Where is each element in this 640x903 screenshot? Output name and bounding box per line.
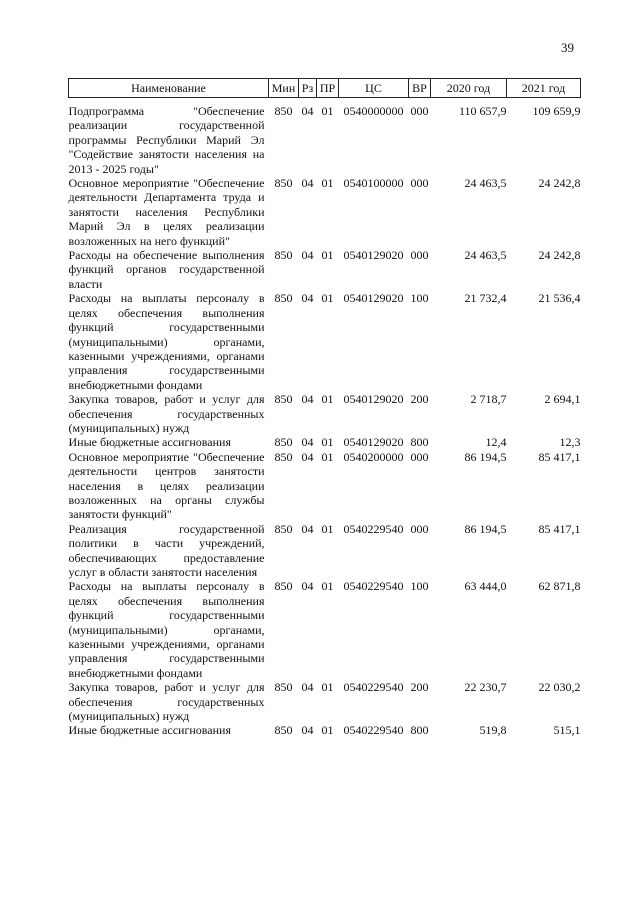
cell-min: 850 [274, 392, 293, 407]
cell-rz: 04 [301, 521, 314, 536]
header-2021: 2021 год [507, 79, 581, 98]
cell-vr: 800 [410, 723, 429, 738]
cell-2021: 62 871,8 [538, 579, 581, 594]
cell-cs: 0540229540 [343, 680, 404, 695]
header-pr: ПР [317, 79, 339, 98]
cell-rz: 04 [301, 449, 314, 464]
cell-rz: 04 [301, 680, 314, 695]
cell-name: Расходы на выплаты персоналу в целях обеспечения выполнения функций государственными (муниципальными) органами, казенными учреждениями, органами управления государственными внебюджетными фондами [68, 291, 265, 392]
table-row [69, 435, 581, 449]
cell-2021: 2 694,1 [544, 392, 581, 407]
header-min: Мин [269, 79, 299, 98]
cell-cs: 0540129020 [343, 392, 404, 407]
cell-cs: 0540129020 [343, 248, 404, 263]
cell-name: Основное мероприятие "Обеспечение деятельности центров занятости населения в целях реализации возложенных на органы службы занятости функций" [68, 449, 265, 522]
cell-rz: 04 [301, 104, 314, 118]
cell-2021: 85 417,1 [538, 521, 581, 536]
cell-pr: 01 [321, 176, 334, 191]
cell-2021: 515,1 [553, 723, 581, 738]
table-row [69, 522, 581, 580]
table-row [69, 98, 581, 177]
cell-2020: 12,4 [485, 435, 507, 450]
cell-2020: 24 463,5 [464, 176, 507, 191]
cell-name: Закупка товаров, работ и услуг для обеспечения государственных (муниципальных) нужд [68, 392, 265, 435]
cell-vr: 100 [410, 579, 429, 594]
cell-vr: 800 [410, 435, 429, 450]
table-row [69, 680, 581, 723]
cell-min: 850 [274, 176, 293, 191]
cell-pr: 01 [321, 579, 334, 594]
cell-2020: 110 657,9 [458, 104, 507, 118]
header-2020: 2020 год [431, 79, 507, 98]
table-row [69, 579, 581, 680]
cell-pr: 01 [321, 449, 334, 464]
table-row [69, 723, 581, 737]
header-vr: ВР [409, 79, 431, 98]
cell-rz: 04 [301, 176, 314, 191]
cell-min: 850 [274, 579, 293, 594]
cell-vr: 100 [410, 291, 429, 306]
cell-2020: 2 718,7 [470, 392, 507, 407]
cell-vr: 000 [410, 104, 429, 118]
cell-rz: 04 [301, 579, 314, 594]
cell-pr: 01 [321, 521, 334, 536]
cell-2021: 21 536,4 [538, 291, 581, 306]
cell-name: Расходы на обеспечение выполнения функций органов государственной власти [68, 248, 265, 291]
cell-name: Подпрограмма "Обеспечение реализации государственной программы Республики Марий Эл "Содействие занятости населения на 2013 - 2025 годы" [68, 104, 265, 176]
cell-min: 850 [274, 248, 293, 263]
cell-cs: 0540129020 [343, 291, 404, 306]
cell-min: 850 [274, 723, 293, 738]
cell-rz: 04 [301, 291, 314, 306]
cell-pr: 01 [321, 291, 334, 306]
page-number: 39 [561, 40, 574, 55]
cell-rz: 04 [301, 392, 314, 407]
header-rz: Рз [299, 79, 317, 98]
cell-2020: 22 230,7 [464, 680, 507, 695]
cell-2021: 22 030,2 [538, 680, 581, 695]
cell-name: Закупка товаров, работ и услуг для обеспечения государственных (муниципальных) нужд [68, 680, 265, 724]
header-cs: ЦС [339, 79, 409, 98]
table-row [69, 450, 581, 522]
budget-table [68, 78, 581, 738]
cell-2021: 24 242,8 [538, 176, 581, 191]
cell-name: Расходы на выплаты персоналу в целях обеспечения выполнения функций государственными (муниципальными) органами, казенными учреждениями, органами управления государственными внебюджетными фондами [68, 579, 265, 680]
cell-pr: 01 [321, 104, 334, 118]
table-row [69, 291, 581, 392]
cell-pr: 01 [321, 248, 334, 263]
header-name: Наименование [69, 79, 269, 98]
cell-vr: 200 [410, 392, 429, 407]
table-header-row [69, 79, 581, 98]
table-row [69, 176, 581, 248]
cell-pr: 01 [321, 392, 334, 407]
cell-pr: 01 [321, 723, 334, 738]
cell-rz: 04 [301, 435, 314, 450]
cell-name: Иные бюджетные ассигнования [68, 435, 231, 450]
cell-pr: 01 [321, 680, 334, 695]
cell-cs: 0540000000 [343, 104, 404, 118]
cell-2020: 24 463,5 [464, 248, 507, 263]
cell-vr: 000 [410, 248, 429, 263]
cell-2020: 21 732,4 [464, 291, 507, 306]
cell-name: Основное мероприятие "Обеспечение деятельности Департамента труда и занятости населения Республики Марий Эл в целях реализации возложенных на него функций" [68, 176, 265, 248]
cell-cs: 0540100000 [343, 176, 404, 191]
cell-rz: 04 [301, 723, 314, 738]
cell-cs: 0540229540 [343, 521, 404, 536]
cell-vr: 000 [410, 176, 429, 191]
cell-min: 850 [274, 435, 293, 450]
cell-name: Реализация государственной политики в части учреждений, обеспечивающих предоставление услуг в области занятости населения [68, 521, 265, 579]
cell-2020: 519,8 [479, 723, 507, 738]
table-row [69, 392, 581, 435]
cell-pr: 01 [321, 435, 334, 450]
cell-cs: 0540200000 [343, 449, 404, 464]
cell-cs: 0540129020 [343, 435, 404, 450]
cell-2021: 12,3 [559, 435, 581, 450]
cell-cs: 0540229540 [343, 579, 404, 594]
table-body [69, 98, 581, 738]
cell-2021: 85 417,1 [538, 449, 581, 464]
table-row [69, 248, 581, 291]
cell-min: 850 [274, 521, 293, 536]
cell-vr: 200 [410, 680, 429, 695]
cell-2020: 86 194,5 [464, 449, 507, 464]
cell-vr: 000 [410, 521, 429, 536]
cell-cs: 0540229540 [343, 723, 404, 738]
cell-2020: 86 194,5 [464, 521, 507, 536]
cell-min: 850 [274, 680, 293, 695]
cell-rz: 04 [301, 248, 314, 263]
cell-vr: 000 [410, 449, 429, 464]
cell-min: 850 [274, 291, 293, 306]
cell-2021: 24 242,8 [538, 248, 581, 263]
cell-name: Иные бюджетные ассигнования [68, 723, 231, 738]
cell-min: 850 [274, 104, 293, 118]
cell-2021: 109 659,9 [532, 104, 581, 118]
cell-2020: 63 444,0 [464, 579, 507, 594]
cell-min: 850 [274, 449, 293, 464]
